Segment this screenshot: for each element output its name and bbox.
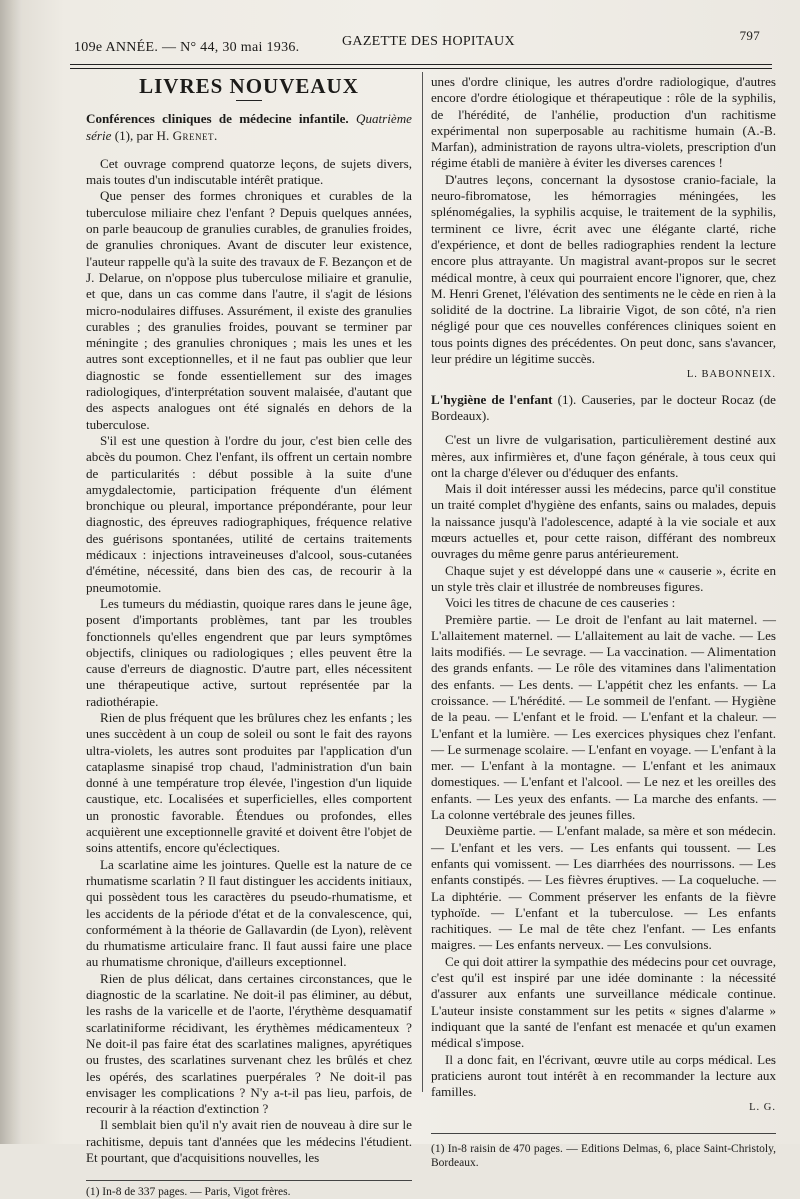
book1-ref: (1), par H. xyxy=(114,127,170,143)
footnote-rule xyxy=(431,1133,776,1134)
paragraph: La scarlatine aime les jointures. Quelle est la nature de ce rhumatisme scarlatin ? Il faut distinguer les accidents initiaux, qui possèdent tous les caractères du pseudo-rhumatisme, et les accidents de la période d'état et de la convalescence, qui, conformément à la théorie de Gallavardin (de Lyon), relèvent du rhumatisme articulaire franc. Il faut aussi faire une place au rhumatisme chronique, d'ailleurs exceptionnel. xyxy=(86,856,412,970)
paragraph: Voici les titres de chacune de ces causeries : xyxy=(445,595,676,611)
paragraph: D'autres leçons, concernant la dysostose cranio-faciale, la neuro-fibromatose, les hémorragies méningées, les splénomégalies, la syphilis acquise, le traitement de la syphilis, terminent ce livre, écrit avec une élégante clarté, riche d'expérience, et dont de belles radiographies rendent la lecture encore plus attrayante. Un magistral avant-propos sur le secret médical montre, à ceux qui pourraient encore l'ignorer, que, chez M. Henri Grenet, l'élévation des sentiments ne le cède en rien à la solidité de la doctrine. La librairie Vigot, de son côté, n'a rien négligé pour que ces nouvelles conférences cliniques soient en tous points dignes des précédentes. On peut donc, sans s'avancer, leur prédire un légitime succès. xyxy=(431,171,776,367)
paragraph: Il semblait bien qu'il n'y avait rien de nouveau à dire sur le rachitisme, depuis tant d'années que les médecins l'étudient. Et pourtant, que d'acquisitions nouvelles, les xyxy=(86,1117,412,1165)
header-rule xyxy=(70,64,772,65)
paragraph: unes d'ordre clinique, les autres d'ordre radiologique, d'autres encore d'ordre étiologique et thérapeutique : rôle de la syphilis, de l'hérédité, de l'anhélie, production d'un rachitisme expérimental non superposable au rachitisme humain (A.-B. Marfan), administration de rayons ultra-violets, prescription d'un régime établi de manière à éviter les diverses carences ! xyxy=(431,74,776,171)
paragraph: Cet ouvrage comprend quatorze leçons, de sujets divers, mais toutes d'un indiscutable intérêt pratique. xyxy=(86,155,412,188)
book1-author: Grenet. xyxy=(172,127,218,143)
paragraph: Rien de plus fréquent que les brûlures chez les enfants ; les unes succèdent à un coup de soleil ou sont le fait des rayons ultra-violets, les autres sont produites par l'application d'un cataplasme sinapisé trop chaud, l'administration d'un bain donné à une température trop élevée, l'ingestion d'un liquide caustique, etc. Localisées et superficielles, elles comportent un pronostic favorable. Étendues ou profondes, elles acquièrent une exceptionnelle gravité et doivent être l'objet de soins attentifs, encore qu'éclectiques. xyxy=(86,709,412,856)
paragraph: S'il est une question à l'ordre du jour, c'est bien celle des abcès du poumon. Chez l'enfant, ils offrent un certain nombre de particularités : début possible à la suite d'une amygdalectomie, participation fréquente d'un élément bronchique ou pleural, importance prépondérante, pour leur diagnostic, des épreuves radiographiques, fréquence relative des guérisons spontanées, utilité de certains traitements médicaux : injections intraveineuses d'alcool, sous-cutanées d'émétine, nécessité, dans bien des cas, de recourir à la pneumotomie. xyxy=(86,432,412,595)
paragraph: Deuxième partie. — L'enfant malade, sa mère et son médecin. — L'enfant et les vers. — Les enfants qui toussent. — Les enfants qui vomissent. — Les diarrhées des nourrissons. — Les enfants constipés. — Les fièvres éruptives. — La coqueluche. — La diphtérie. — Comment préserver les enfants de la fièvre typhoïde. — L'enfant et la tuberculose. — Les enfants rachitiques. — Le mal de tête chez l'enfant. — Les enfants maigres. — Les enfants nerveux. — Les convulsions. xyxy=(431,823,776,953)
page-binding-edge xyxy=(0,0,22,1144)
signature: L. BABONNEIX. xyxy=(686,369,776,381)
spacer xyxy=(431,384,776,392)
left-column xyxy=(86,74,412,1199)
paragraph: Rien de plus délicat, dans certaines circonstances, que le diagnostic de la scarlatine. Ne doit-il pas éliminer, au début, les rashs de la varicelle et de l'aorte, l'érythème desquamatif scarlatiniforme récidivant, les érythèmes médicamenteux ? Ne doit-il pas faire état des scarlatines malignes, apyrétiques ou frustes, des scarlatines survenant chez les brûlés et chez les opérés, des scarlatines puerpérales ? Ne doit-il pas envisager les complications ? N'y a-t-il pas lieu, parfois, de recourir à la réaction d'extinction ? xyxy=(86,970,412,1117)
page-header xyxy=(70,26,772,62)
paragraph: Les tumeurs du médiastin, quoique rares dans le jeune âge, posent d'importants problèmes, tant par les troubles fonctionnels qu'elles engendrent que par leurs symptômes objectifs, cliniques ou radiologiques ; elles peuvent être la cause d'erreurs de diagnostic. D'autre part, elles nécessitent une thérapeutique active, surtout représentée par la radiothérapie. xyxy=(86,595,412,709)
paragraph: Chaque sujet y est développé dans une « causerie », écrite en un style très clair et illustrée de nombreuses figures. xyxy=(431,562,776,594)
spacer xyxy=(431,424,776,432)
right-column xyxy=(431,74,776,1170)
book1-heading xyxy=(86,111,412,144)
journal-title: GAZETTE DES HOPITAUX xyxy=(342,34,515,49)
paragraph: Mais il doit intéresser aussi les médecins, parce qu'il constitue un traité complet d'hygiène des enfants, sains ou malades, depuis la naissance jusqu'à l'adolescence, adapté à la vie sociale et aux mœurs actuelles et, pour cette raison, différant des nombreux ouvrages du même genre parus antérieurement. xyxy=(431,481,776,562)
title-dash xyxy=(236,100,262,101)
book1-series: Quatrième série xyxy=(86,111,412,143)
book2-title: L'hygiène de l'enfant xyxy=(431,391,553,407)
paragraph: Première partie. — Le droit de l'enfant au lait maternel. — L'allaitement maternel. — L'allaitement au lait de vache. — Les laits modifiés. — Le sevrage. — La vaccination. — Alimentation des grands enfants. — Le rôle des vitamines dans l'alimentation des enfants. — Les dents. — L'appétit chez les enfants. — La croissance. — L'hérédité. — Le sommeil de l'enfant. — Hygiène de la peau. — L'enfant et le froid. — L'enfant et la chaleur. — L'enfant et la lumière. — Les exercices physiques chez l'enfant. — Le surmenage scolaire. — L'enfant en voyage. — L'enfant à la mer. — L'enfant à la montagne. — L'enfant et les animaux domestiques. — L'enfant et l'alcool. — Le nez et les oreilles des enfants. — Les yeux des enfants. — La marche des enfants. — La colonne vertébrale des jeunes filles. xyxy=(431,611,776,823)
book2-heading xyxy=(431,392,776,425)
footnote-rule xyxy=(86,1180,412,1181)
book1-title: Conférences cliniques de médecine infantile. xyxy=(86,111,349,127)
signature: L. G. xyxy=(749,1102,776,1114)
footnote: (1) In-8 de 337 pages. — Paris, Vigot frères. xyxy=(86,1186,291,1199)
issue-info: 109e ANNÉE. — N° 44, 30 mai 1936. xyxy=(74,40,300,55)
paragraph: C'est un livre de vulgarisation, particulièrement destiné aux mères, aux infirmières et, d'une façon générale, à tous ceux qui ont la charge d'élever ou d'éduquer des enfants. xyxy=(431,432,776,480)
book2-ref: (1). Causeries, par le docteur Rocaz (de Bordeaux). xyxy=(431,391,776,423)
footnote: (1) In-8 raisin de 470 pages. — Editions Delmas, 6, place Saint-Christoly, Bordeaux. xyxy=(431,1142,776,1169)
section-title: LIVRES NOUVEAUX xyxy=(139,74,359,98)
paragraph: Il a donc fait, en l'écrivant, œuvre utile au corps médical. Les praticiens auront tout intérêt à en recommander la lecture aux familles. xyxy=(431,1051,776,1100)
paragraph: Ce qui doit attirer la sympathie des médecins pour cet ouvrage, c'est qu'il est inspiré par une idée dominante : la nécessité d'assurer aux enfants une surveillance médicale continue. L'auteur insiste constamment sur les petits « signes d'alarme » indiquant que la santé de l'enfant est menacée et qu'un examen médical s'impose. xyxy=(431,953,776,1051)
column-divider xyxy=(422,72,423,1092)
header-rule-thin xyxy=(70,68,772,69)
paragraph: Que penser des formes chroniques et curables de la tuberculose miliaire chez l'enfant ? Depuis quelques années, on parle beaucoup de granulies curables, de granulies froides, de granulies chroniques. Avant de discuter leur existence, l'auteur rappelle qu'à la suite des travaux de F. Bezançon et de J. Delarue, on n'oppose plus tuberculose miliaire et granulie, et que, dans un cas comme dans l'autre, il s'agit de lésions micro-nodulaires diffuses. Assurément, il existe des granulies curables ; des granulies froides, pouvant se terminer par méningite ; des granulies chroniques ; mais les unes et les autres sont exceptionnelles, et il ne faut pas oublier que leur diagnostic se fonde essentiellement sur des images radiologiques, d'interprétation souvent malaisée, d'autant que des aspects analogues ont été signalés en dehors de la tuberculose. xyxy=(86,188,412,432)
page-number: 797 xyxy=(739,28,760,43)
